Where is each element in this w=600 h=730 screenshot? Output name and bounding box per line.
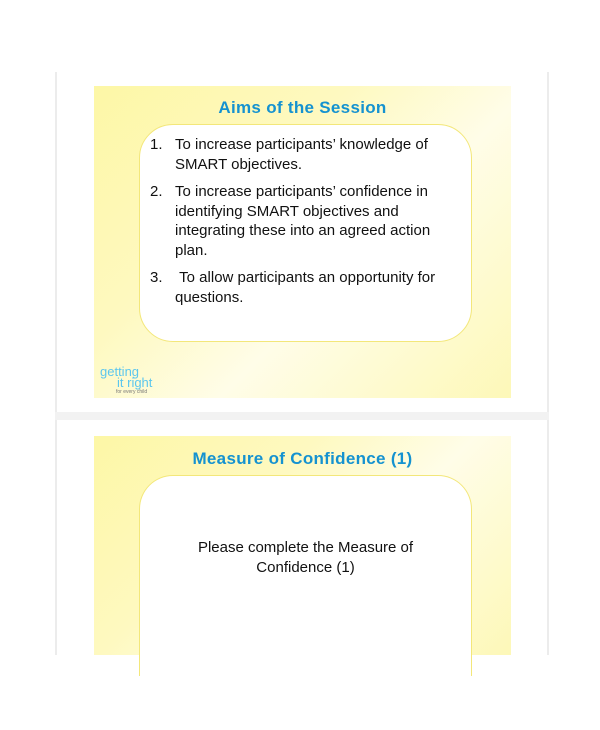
- list-item: 3. To allow participants an opportunity for questions.: [150, 269, 440, 306]
- slide-title: Aims of the Session: [218, 98, 387, 117]
- content-box: [139, 475, 472, 676]
- slide-title: Measure of Confidence (1): [192, 449, 413, 468]
- page-separator: [55, 412, 549, 420]
- list-item: 2. To increase participants’ confidence in identifying SMART objectives and integrating these into an agreed action plan.: [150, 183, 431, 259]
- document-page-2: [55, 420, 549, 655]
- aims-list: [150, 135, 463, 315]
- slide-aims: [94, 86, 511, 398]
- document-page-1: [55, 72, 549, 412]
- list-item: 1. To increase participants’ knowledge of SMART objectives.: [150, 136, 428, 173]
- content-box: [139, 124, 472, 342]
- slide-body-text: Please complete the Measure of Confidence (1): [197, 539, 414, 576]
- slide-measure-of-confidence: [94, 436, 511, 655]
- getting-it-right-logo: getting it right for every child: [100, 364, 153, 395]
